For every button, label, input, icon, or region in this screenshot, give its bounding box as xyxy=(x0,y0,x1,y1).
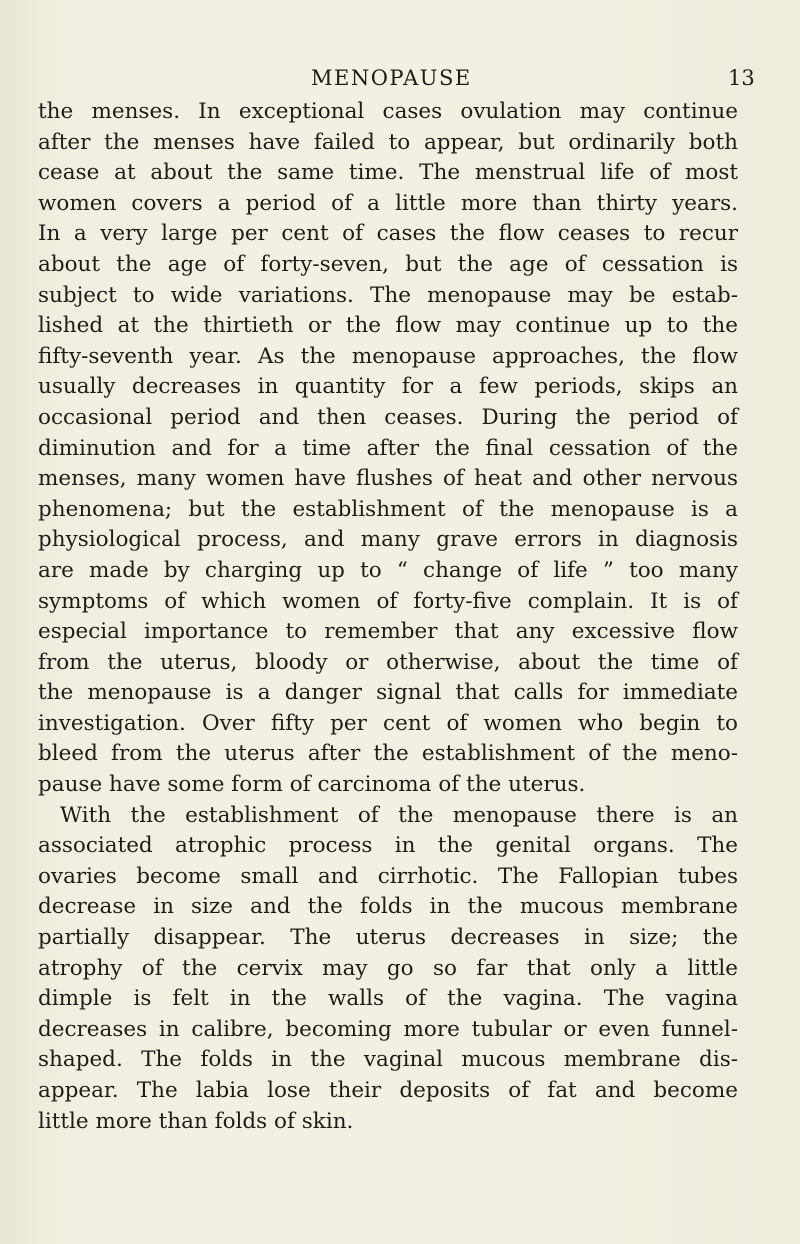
text-line: symptoms of which women of forty-five complain. It is of xyxy=(38,588,738,614)
running-head xyxy=(0,66,800,96)
text-line: occasional period and then ceases. During the period of xyxy=(38,404,738,430)
text-line: atrophy of the cervix may go so far that only a little xyxy=(38,955,738,981)
text-line: partially disappear. The uterus decreases in size; the xyxy=(38,925,738,951)
page-number: 13 xyxy=(728,66,755,90)
running-head-title: MENOPAUSE xyxy=(311,66,472,90)
text-line: bleed from the uterus after the establishment of the meno- xyxy=(38,741,738,767)
text-line: cease at about the same time. The menstrual life of most xyxy=(38,160,738,186)
paragraph-1 xyxy=(38,97,738,801)
text-line: associated atrophic process in the genital organs. The xyxy=(38,833,738,859)
text-line: fifty-seventh year. As the menopause approaches, the flow xyxy=(38,343,738,369)
text-line: decrease in size and the folds in the mucous membrane xyxy=(38,894,738,920)
text-line: physiological process, and many grave errors in diagnosis xyxy=(38,527,738,553)
text-line: shaped. The folds in the vaginal mucous membrane dis- xyxy=(38,1047,738,1073)
text-line: decreases in calibre, becoming more tubular or even funnel- xyxy=(38,1016,738,1042)
text-line: the menopause is a danger signal that calls for immediate xyxy=(38,680,738,706)
text-line: lished at the thirtieth or the flow may continue up to the xyxy=(38,313,738,339)
text-line: after the menses have failed to appear, but ordinarily both xyxy=(38,129,738,155)
text-line: investigation. Over fifty per cent of women who begin to xyxy=(38,710,738,736)
text-line: diminution and for a time after the final cessation of the xyxy=(38,435,738,461)
text-line: the menses. In exceptional cases ovulation may continue xyxy=(38,99,738,124)
text-line: phenomena; but the establishment of the menopause is a xyxy=(38,496,738,522)
text-line: usually decreases in quantity for a few periods, skips an xyxy=(38,374,738,400)
text-line: are made by charging up to “ change of life ” too many xyxy=(38,557,738,583)
text-line: pause have some form of carcinoma of the uterus. xyxy=(38,772,586,798)
text-line: menses, many women have flushes of heat and other nervous xyxy=(38,466,738,492)
text-line: With the establishment of the menopause there is an xyxy=(60,802,738,828)
body-text xyxy=(38,97,738,1137)
text-line: especial importance to remember that any excessive flow xyxy=(38,619,738,645)
text-line: little more than folds of skin. xyxy=(38,1108,354,1134)
text-line: dimple is felt in the walls of the vagina. The vagina xyxy=(38,986,738,1012)
text-line: subject to wide variations. The menopause may be estab- xyxy=(38,282,738,308)
text-line: about the age of forty-seven, but the age of cessation is xyxy=(38,251,738,277)
text-line: In a very large per cent of cases the flow ceases to recur xyxy=(38,221,738,247)
text-line: women covers a period of a little more than thirty years. xyxy=(38,190,738,216)
text-line: ovaries become small and cirrhotic. The Fallopian tubes xyxy=(38,863,738,889)
text-line: appear. The labia lose their deposits of fat and become xyxy=(38,1078,738,1103)
paragraph-2 xyxy=(38,801,738,1138)
text-line: from the uterus, bloody or otherwise, about the time of xyxy=(38,649,738,675)
